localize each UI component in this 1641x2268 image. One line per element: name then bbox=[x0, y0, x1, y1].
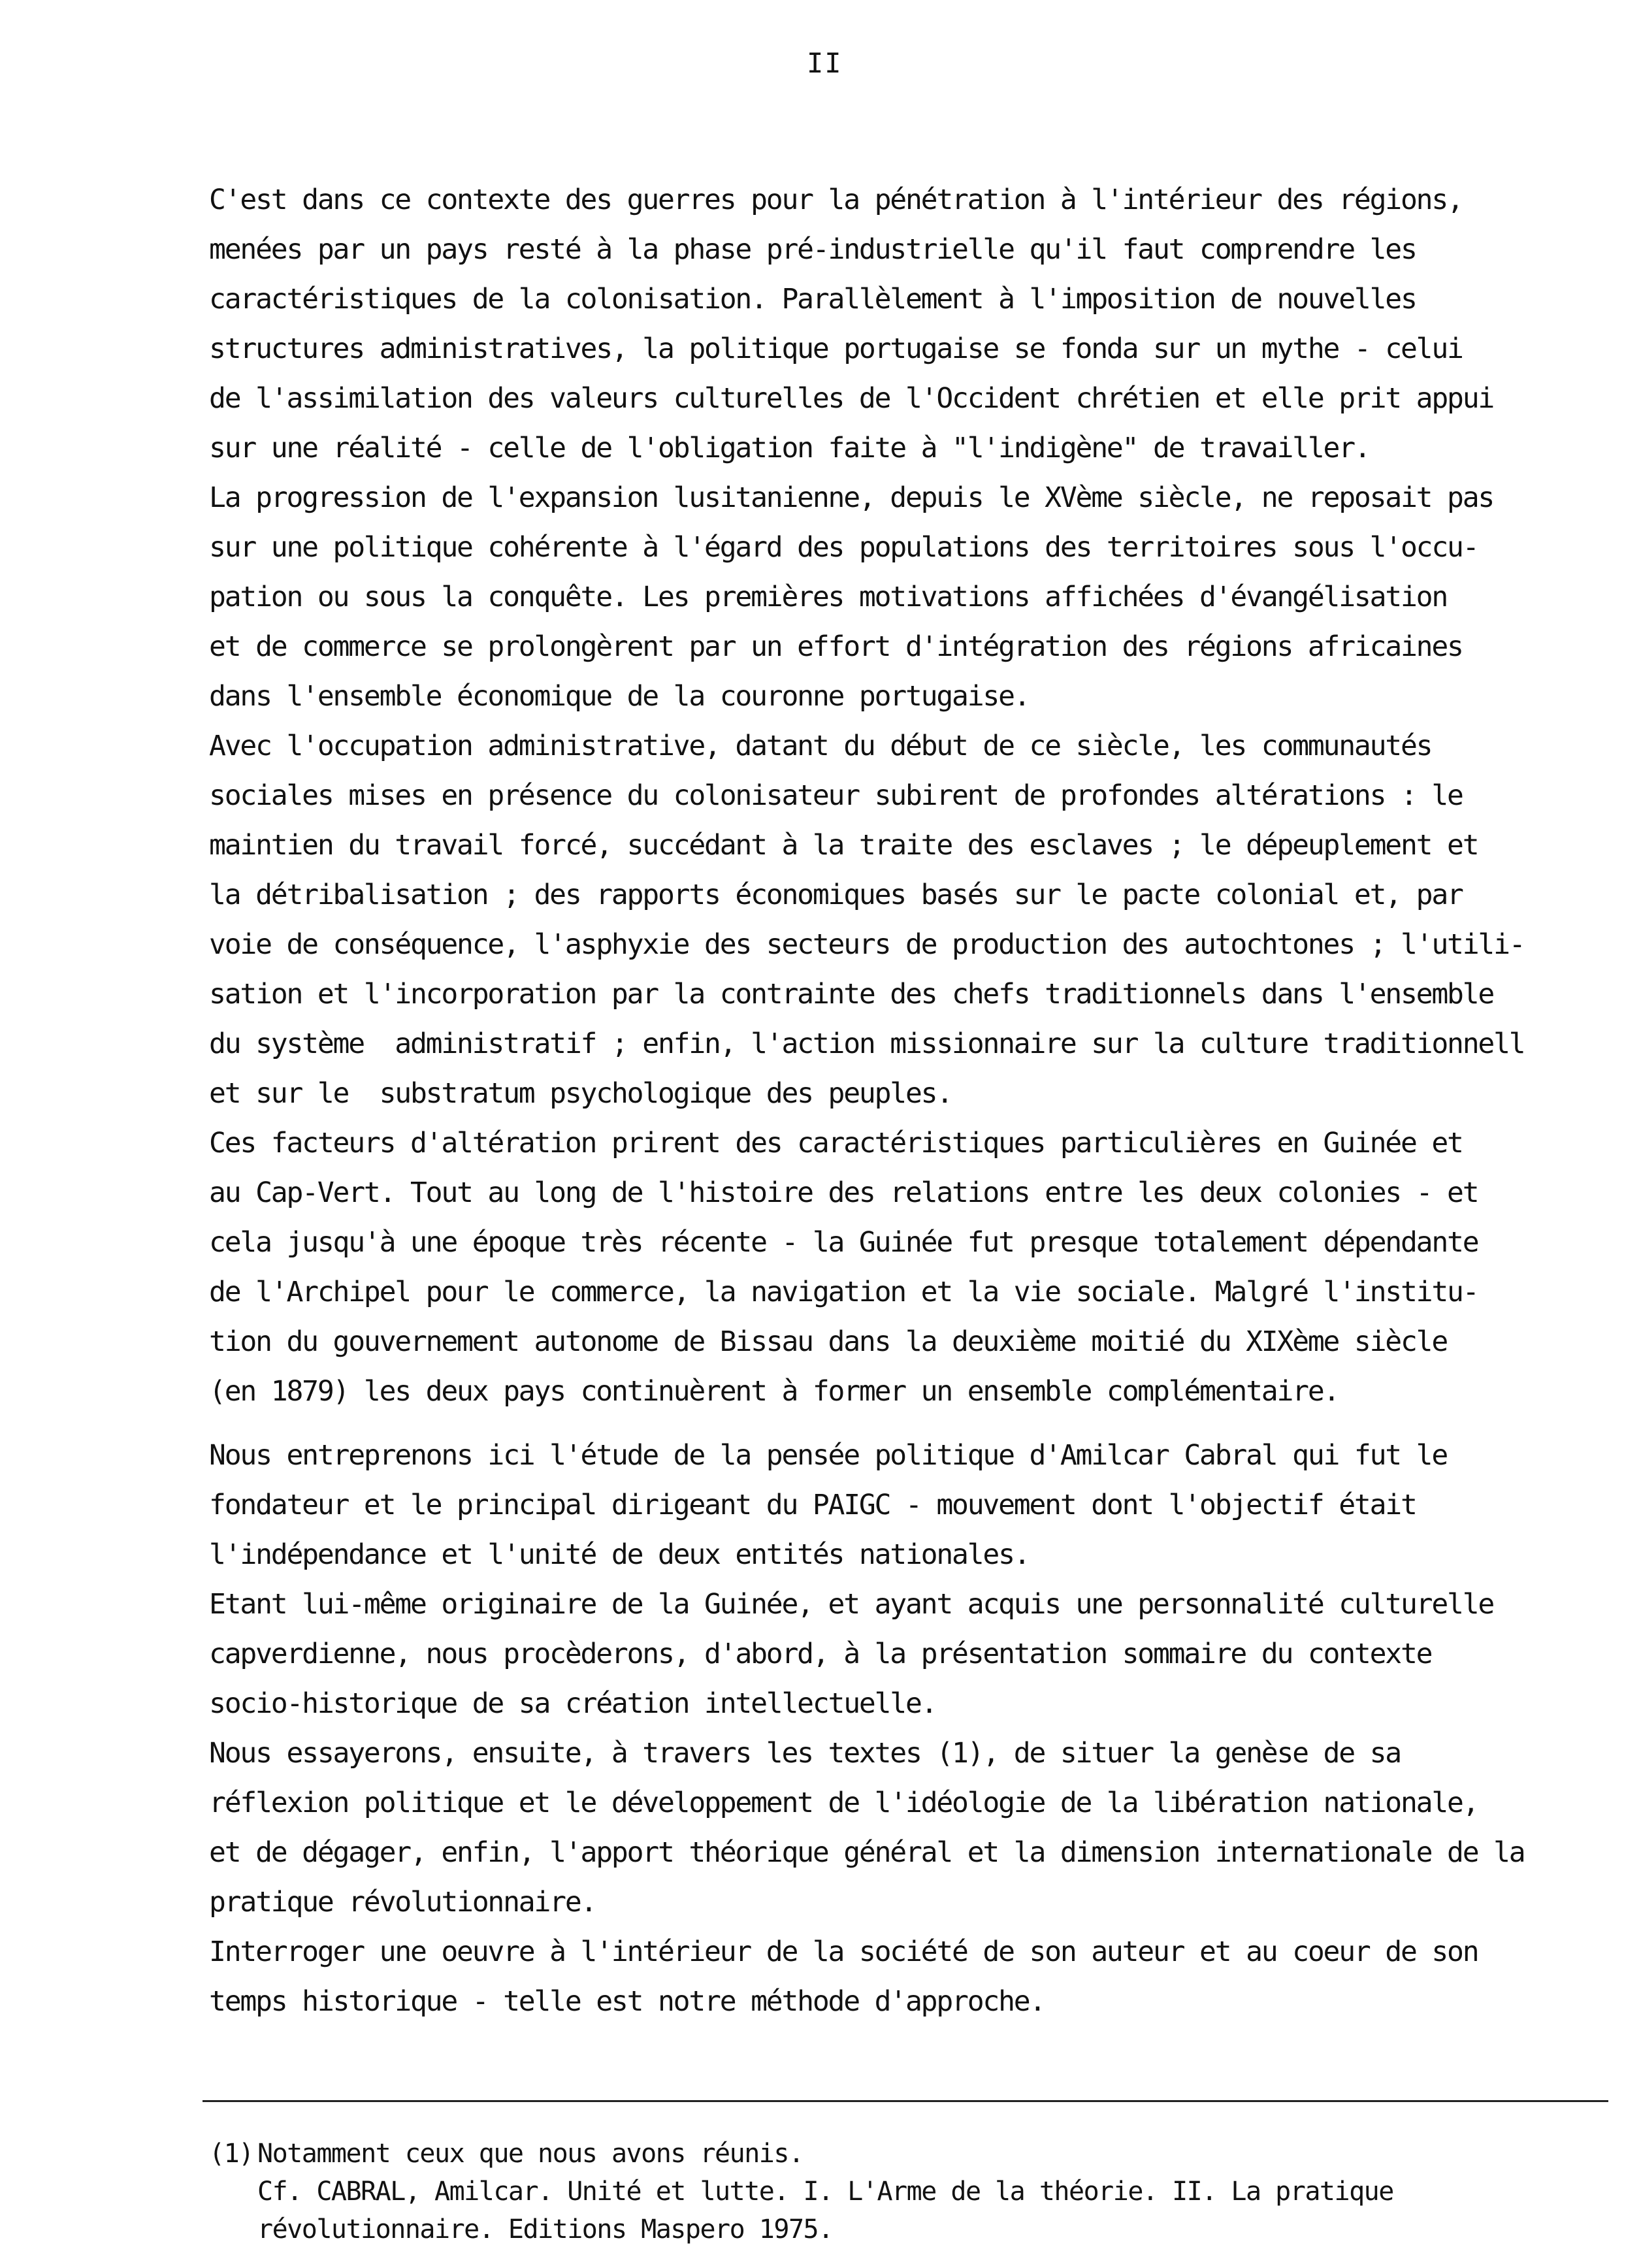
text-line: Nous entreprenons ici l'étude de la pensée politique d'Amilcar Cabral qui fut le bbox=[209, 1439, 1448, 1472]
text-line: et de commerce se prolongèrent par un effort d'intégration des régions africaines bbox=[209, 630, 1463, 663]
footnote-text: Notamment ceux que nous avons réunis. bbox=[257, 2139, 804, 2169]
text-line: dans l'ensemble économique de la couronne portugaise. bbox=[209, 680, 1030, 713]
text-line: et de dégager, enfin, l'apport théorique général et la dimension internationale de la bbox=[209, 1836, 1525, 1869]
text-line: sur une réalité - celle de l'obligation faite à "l'indigène" de travailler. bbox=[209, 432, 1370, 464]
text-line: caractéristiques de la colonisation. Parallèlement à l'imposition de nouvelles bbox=[209, 283, 1416, 316]
text-line: sur une politique cohérente à l'égard des populations des territoires sous l'occu- bbox=[209, 531, 1478, 564]
text-line: (en 1879) les deux pays continuèrent à former un ensemble complémentaire. bbox=[209, 1375, 1339, 1408]
text-line: socio-historique de sa création intellectuelle. bbox=[209, 1687, 937, 1720]
text-line: tion du gouvernement autonome de Bissau dans la deuxième moitié du XIXème siècle bbox=[209, 1325, 1448, 1358]
text-line: pratique révolutionnaire. bbox=[209, 1886, 596, 1919]
text-line: maintien du travail forcé, succédant à la traite des esclaves ; le dépeuplement et bbox=[209, 829, 1478, 862]
text-line: réflexion politique et le développement de l'idéologie de la libération nationale, bbox=[209, 1787, 1478, 1819]
text-line: C'est dans ce contexte des guerres pour la pénétration à l'intérieur des régions, bbox=[209, 184, 1463, 216]
text-line: voie de conséquence, l'asphyxie des secteurs de production des autochtones ; l'utili- bbox=[209, 928, 1525, 961]
text-line: au Cap-Vert. Tout au long de l'histoire des relations entre les deux colonies - et bbox=[209, 1176, 1478, 1209]
footnote bbox=[209, 2135, 1620, 2248]
text-line: structures administratives, la politique portugaise se fonda sur un mythe - celui bbox=[209, 332, 1463, 365]
text-line: La progression de l'expansion lusitanienne, depuis le XVème siècle, ne reposait pas bbox=[209, 481, 1494, 514]
footnote-line: Cf. CABRAL, Amilcar. Unité et lutte. I. L'Arme de la théorie. II. La pratique bbox=[257, 2177, 1393, 2207]
footnote-line bbox=[209, 2135, 1620, 2173]
footnote-divider bbox=[203, 2100, 1608, 2102]
text-line: pation ou sous la conquête. Les premières motivations affichées d'évangélisation bbox=[209, 581, 1448, 613]
footnote-marker: (1) bbox=[209, 2139, 253, 2169]
body-text bbox=[209, 175, 1620, 2026]
text-line: fondateur et le principal dirigeant du PAIGC - mouvement dont l'objectif était bbox=[209, 1489, 1416, 1521]
text-line: Ces facteurs d'altération prirent des caractéristiques particulières en Guinée et bbox=[209, 1127, 1463, 1159]
text-line: de l'assimilation des valeurs culturelles de l'Occident chrétien et elle prit appui bbox=[209, 382, 1494, 415]
page-number: II bbox=[807, 47, 843, 79]
text-line: Avec l'occupation administrative, datant du début de ce siècle, les communautés bbox=[209, 730, 1432, 762]
text-line: sociales mises en présence du colonisateur subirent de profondes altérations : le bbox=[209, 779, 1463, 812]
text-line: et sur le substratum psychologique des peuples. bbox=[209, 1077, 952, 1110]
text-line: temps historique - telle est notre méthode d'approche. bbox=[209, 1985, 1045, 2018]
text-line: capverdienne, nous procèderons, d'abord, à la présentation sommaire du contexte bbox=[209, 1638, 1432, 1670]
footnote-line: révolutionnaire. Editions Maspero 1975. bbox=[257, 2214, 833, 2244]
text-line: sation et l'incorporation par la contrainte des chefs traditionnels dans l'ensemble bbox=[209, 978, 1494, 1011]
text-line: menées par un pays resté à la phase pré-industrielle qu'il faut comprendre les bbox=[209, 233, 1416, 266]
text-line: l'indépendance et l'unité de deux entités nationales. bbox=[209, 1538, 1030, 1571]
text-line: Interroger une oeuvre à l'intérieur de la société de son auteur et au coeur de son bbox=[209, 1936, 1478, 1968]
text-line: Etant lui-même originaire de la Guinée, et ayant acquis une personnalité culturelle bbox=[209, 1588, 1494, 1621]
paragraph-gap bbox=[209, 1416, 1620, 1431]
text-line: Nous essayerons, ensuite, à travers les textes (1), de situer la genèse de sa bbox=[209, 1737, 1401, 1770]
text-line: de l'Archipel pour le commerce, la navigation et la vie sociale. Malgré l'institu- bbox=[209, 1276, 1478, 1308]
text-line: la détribalisation ; des rapports économiques basés sur le pacte colonial et, par bbox=[209, 879, 1463, 911]
text-line: du système administratif ; enfin, l'action missionnaire sur la culture traditionnell bbox=[209, 1028, 1525, 1060]
text-line: cela jusqu'à une époque très récente - la Guinée fut presque totalement dépendante bbox=[209, 1226, 1478, 1259]
